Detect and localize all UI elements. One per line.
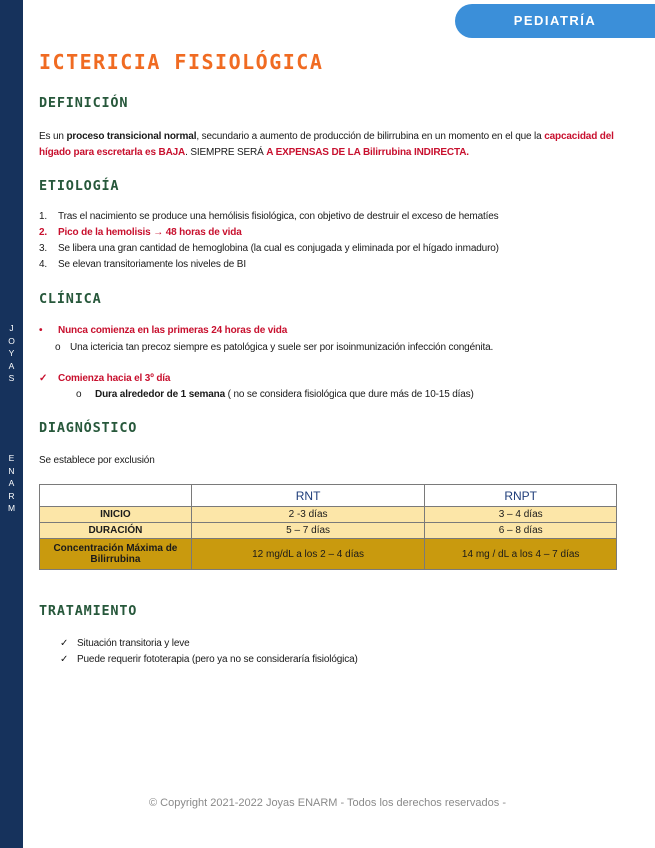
definicion-heading: DEFINICIÓN <box>39 95 129 111</box>
diagnostico-intro: Se establece por exclusión <box>39 455 155 466</box>
list-item: ✓ Situación transitoria y leve <box>60 638 190 649</box>
table-cell: 2 -3 días <box>191 507 425 523</box>
section-badge: PEDIATRÍA <box>455 4 655 38</box>
check-icon: ✓ <box>39 373 48 384</box>
list-item: 1. Tras el nacimiento se produce una hemólisis fisiológica, con objetivo de destruir el exceso de hematíes <box>39 211 499 222</box>
bullet-icon: • <box>39 325 43 336</box>
clinica-heading: CLÍNICA <box>39 291 102 307</box>
table-cell: 5 – 7 días <box>191 523 425 539</box>
table-header-cell <box>40 485 192 507</box>
list-item: ✓ Puede requerir fototerapia (pero ya no se consideraría fisiológica) <box>60 654 358 665</box>
comparison-table <box>39 484 617 570</box>
table-row <box>40 539 617 570</box>
table-cell: DURACIÓN <box>40 523 192 539</box>
circle-bullet-icon: o <box>76 389 82 400</box>
list-item: • Nunca comienza en las primeras 24 horas de vida <box>39 325 288 336</box>
table-cell: 3 – 4 días <box>425 507 617 523</box>
etiologia-heading: ETIOLOGÍA <box>39 178 120 194</box>
list-item: 3. Se libera una gran cantidad de hemoglobina (la cual es conjugada y eliminada por el hígado inmaduro) <box>39 243 499 254</box>
footer-copyright: © Copyright 2021-2022 Joyas ENARM - Todos los derechos reservados - <box>148 797 507 809</box>
check-icon: ✓ <box>60 638 69 649</box>
table-cell: Concentración Máxima de Bilirrubina <box>40 539 192 570</box>
list-item: 4. Se elevan transitoriamente los niveles de BI <box>39 259 246 270</box>
table-cell: 6 – 8 días <box>425 523 617 539</box>
table-header-cell: RNT <box>191 485 425 507</box>
sidebar <box>0 0 23 848</box>
check-icon: ✓ <box>60 654 69 665</box>
table-cell: 14 mg / dL a los 4 – 7 días <box>425 539 617 570</box>
list-item: 2. Pico de la hemolisis → 48 horas de vida <box>39 227 242 238</box>
page-title: ICTERICIA FISIOLÓGICA <box>39 50 324 74</box>
table-cell: INICIO <box>40 507 192 523</box>
list-item: o Una ictericia tan precoz siempre es patológica y suele ser por isoinmunización infección congénita. <box>55 342 494 353</box>
table-header-row <box>40 485 617 507</box>
list-item: ✓ Comienza hacia el 3º día <box>39 373 171 384</box>
diagnostico-heading: DIAGNÓSTICO <box>39 420 138 436</box>
table-row <box>40 507 617 523</box>
sidebar-word-joyas: J O Y A S <box>8 323 15 384</box>
definicion-paragraph: Es un proceso transicional normal, secundario a aumento de producción de bilirrubina en un momento en el que la capcacidad del hígado para escretarla es BAJA. SIEMPRE SERÁ A EXPENSAS DE LA Bilirrubina INDIRECTA. <box>39 131 614 158</box>
circle-bullet-icon: o <box>55 342 61 353</box>
sidebar-word-enarm: E N A R M <box>7 453 16 514</box>
tratamiento-heading: TRATAMIENTO <box>39 603 138 619</box>
table-header-cell: RNPT <box>425 485 617 507</box>
list-item: o Dura alrededor de 1 semana ( no se considera fisiológica que dure más de 10-15 días) <box>76 389 474 400</box>
table-cell: 12 mg/dL a los 2 – 4 días <box>191 539 425 570</box>
table-row <box>40 523 617 539</box>
